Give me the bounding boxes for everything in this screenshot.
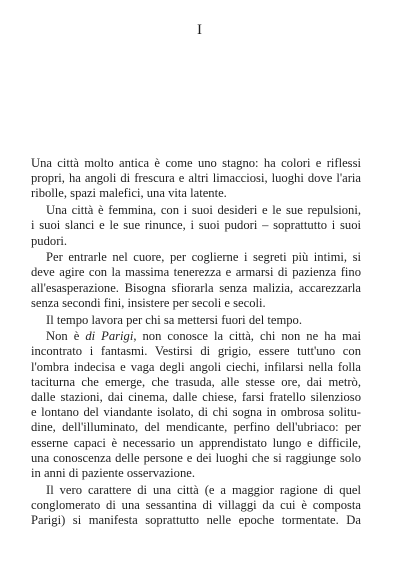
text-line: pudori. — [31, 233, 68, 248]
text-line: Il tempo lavora per chi sa mettersi fuori del tempo. — [46, 312, 302, 327]
text-line: i suoi slanci e le sue rinunce, i suoi pudori – soprattutto i suoi — [31, 218, 361, 233]
text-line: esserne capaci è necessario un apprendistato lungo e difficile, — [31, 435, 361, 450]
text-line — [31, 329, 361, 344]
chapter-number: I — [197, 22, 203, 38]
text-line: taciturna che emerge, che trasuda, alle stesse ore, dai metrò, — [31, 374, 361, 389]
text-line: dine, dell'illuminato, del mendicante, perfino dell'ubriaco: per — [31, 420, 361, 435]
body-text — [31, 156, 361, 530]
text-line: conglomerato di una sessantina di villaggi da cui è composta — [31, 497, 361, 512]
text-line: Parigi) si manifesta soprattutto nelle epoche tormentate. Da — [31, 513, 361, 528]
text-line: una conoscenza delle persone e dei luoghi che si raggiunge solo — [31, 450, 361, 465]
text-line: deve agire con la massima tenerezza e armarsi di pazienza fino — [31, 265, 361, 280]
text-run: Non è — [46, 329, 86, 344]
text-line: Una città molto antica è come uno stagno: ha colori e riflessi — [31, 156, 361, 170]
text-line: l'ombra indecisa e vaga degli angoli ciechi, infilarsi nella folla — [31, 359, 361, 374]
italic-title: di Parigi — [85, 329, 134, 344]
text-line: e lontano del viandante isolato, di chi sogna in ombrosa solitu- — [31, 405, 361, 420]
text-line: Il vero carattere di una città (e a maggior ragione di quel — [46, 482, 361, 497]
text-line: dalle stazioni, dai cinema, dalle chiese, farsi fratello silenzioso — [31, 390, 361, 405]
text-line: ribolle, spazi malefici, una vita latente. — [31, 186, 227, 201]
text-line: incontrato i fantasmi. Vestirsi di grigio, essere tutt'uno con — [31, 344, 361, 359]
text-line: propri, ha angoli di frescura e altri limacciosi, luoghi dove l'aria — [31, 171, 361, 186]
paragraph — [31, 313, 361, 328]
paragraph — [31, 156, 361, 202]
text-line: senza secondi fini, insistere per secoli e secoli. — [31, 295, 266, 310]
paragraph — [31, 483, 361, 529]
paragraph — [31, 329, 361, 481]
text-line: all'esasperazione. Bisogna sfiorarla senza malizia, accarezzarla — [31, 280, 361, 295]
text-line: in anni di paziente osservazione. — [31, 466, 196, 481]
text-line: Per entrarle nel cuore, per coglierne i segreti più intimi, si — [46, 250, 361, 265]
paragraph — [31, 203, 361, 249]
text-line: Una città è femmina, con i suoi desideri e le sue repulsioni, — [46, 203, 361, 218]
text-run: , non conosce la città, chi non ne ha mai — [133, 329, 361, 344]
paragraph — [31, 250, 361, 311]
